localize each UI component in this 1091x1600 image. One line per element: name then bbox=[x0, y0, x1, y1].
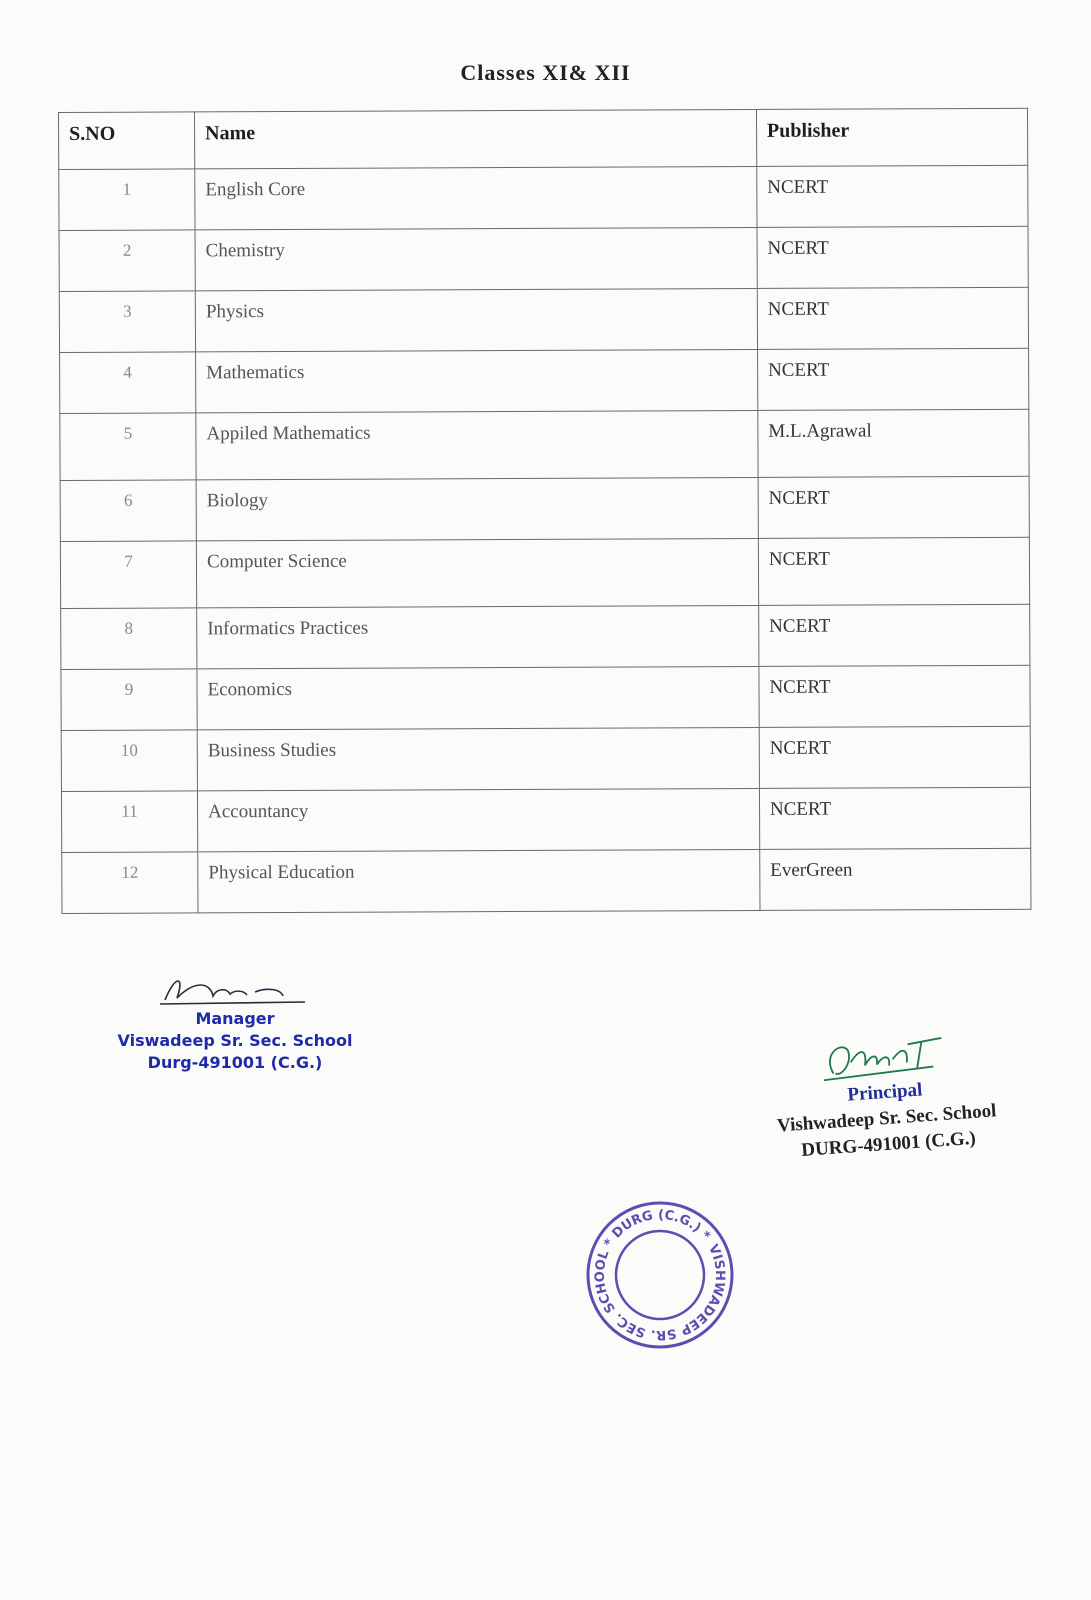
cell-name: Business Studies bbox=[197, 727, 759, 790]
cell-name: Economics bbox=[197, 666, 759, 729]
cell-publisher: NCERT bbox=[759, 604, 1030, 666]
table-row bbox=[60, 537, 1029, 608]
manager-signature-block bbox=[110, 970, 360, 1074]
cell-name: Physical Education bbox=[198, 849, 760, 912]
cell-publisher: EverGreen bbox=[760, 848, 1031, 910]
cell-publisher: NCERT bbox=[757, 287, 1028, 349]
principal-signature-block bbox=[746, 1021, 1024, 1168]
table-row bbox=[61, 726, 1030, 791]
seal-text: VISHWADEEP SR. SEC. SCHOOL * DURG (C.G.) * bbox=[592, 1207, 728, 1343]
cell-publisher: NCERT bbox=[757, 226, 1028, 288]
cell-publisher: NCERT bbox=[757, 165, 1028, 227]
principal-address: DURG-491001 (C.G.) bbox=[800, 1127, 977, 1161]
table-row bbox=[60, 476, 1029, 541]
school-seal-stamp bbox=[585, 1200, 735, 1350]
table-header-row bbox=[59, 108, 1028, 169]
cell-publisher: M.L.Agrawal bbox=[758, 409, 1029, 477]
cell-sno: 5 bbox=[60, 413, 196, 481]
cell-publisher: NCERT bbox=[758, 476, 1029, 538]
cell-sno: 9 bbox=[61, 669, 197, 731]
page-title: Classes XI& XII bbox=[460, 60, 631, 85]
table-row bbox=[60, 409, 1029, 480]
cell-sno: 7 bbox=[60, 541, 196, 609]
table-row bbox=[61, 787, 1030, 852]
cell-name: Informatics Practices bbox=[197, 605, 759, 668]
cell-sno: 11 bbox=[61, 791, 197, 853]
table-row bbox=[60, 348, 1029, 413]
svg-text:VISHWADEEP SR. SEC. SCHOOL * D bbox=[585, 1200, 735, 1350]
table-row bbox=[59, 165, 1028, 230]
table-row bbox=[62, 848, 1031, 913]
cell-sno: 2 bbox=[59, 230, 195, 292]
cell-sno: 1 bbox=[59, 169, 195, 231]
principal-role: Principal bbox=[846, 1079, 924, 1106]
cell-publisher: NCERT bbox=[759, 665, 1030, 727]
cell-name: Mathematics bbox=[196, 349, 758, 412]
table-row bbox=[59, 287, 1028, 352]
header-sno: S.NO bbox=[59, 112, 195, 170]
cell-name: Physics bbox=[195, 288, 757, 351]
cell-publisher: NCERT bbox=[758, 537, 1029, 605]
cell-name: Appiled Mathematics bbox=[196, 410, 758, 479]
cell-publisher: NCERT bbox=[759, 726, 1030, 788]
header-name: Name bbox=[195, 109, 757, 168]
cell-sno: 10 bbox=[61, 730, 197, 792]
table-row bbox=[61, 665, 1030, 730]
manager-role: Manager bbox=[195, 1009, 275, 1028]
cell-sno: 8 bbox=[61, 608, 197, 670]
table-row bbox=[59, 226, 1028, 291]
cell-sno: 3 bbox=[59, 291, 195, 353]
cell-publisher: NCERT bbox=[757, 348, 1028, 410]
cell-sno: 12 bbox=[62, 852, 198, 914]
cell-name: Biology bbox=[196, 477, 758, 540]
cell-name: Chemistry bbox=[195, 227, 757, 290]
cell-name: English Core bbox=[195, 166, 757, 229]
manager-address: Durg-491001 (C.G.) bbox=[147, 1053, 323, 1072]
cell-name: Computer Science bbox=[196, 538, 758, 607]
book-list-table bbox=[58, 108, 1031, 914]
cell-publisher: NCERT bbox=[759, 787, 1030, 849]
header-publisher: Publisher bbox=[756, 108, 1027, 166]
cell-sno: 6 bbox=[60, 480, 196, 542]
manager-school: Viswadeep Sr. Sec. School bbox=[117, 1031, 353, 1050]
manager-signature bbox=[155, 970, 315, 1008]
cell-sno: 4 bbox=[60, 352, 196, 414]
cell-name: Accountancy bbox=[198, 788, 760, 851]
table-row bbox=[61, 604, 1030, 669]
principal-school: Vishwadeep Sr. Sec. School bbox=[776, 1100, 998, 1137]
